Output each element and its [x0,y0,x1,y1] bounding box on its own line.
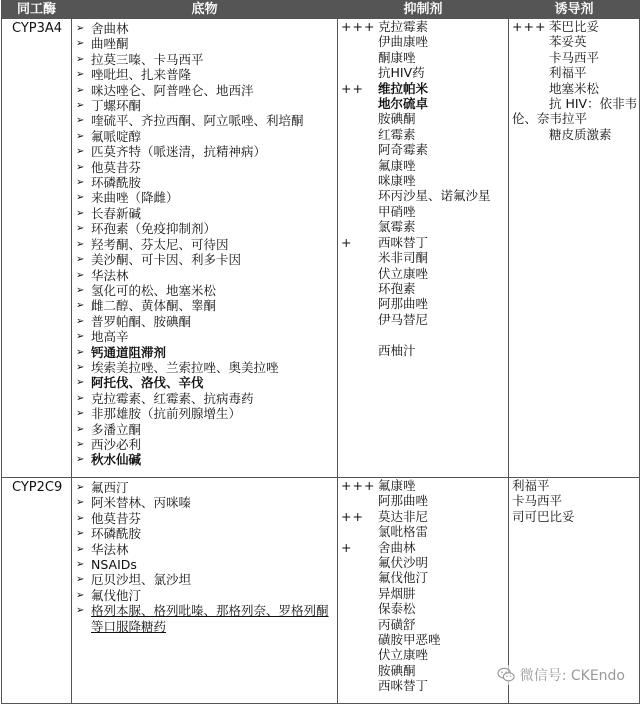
inhibitor-text: 伏立康唑 [378,265,429,281]
inhibitor-text: 氟伏沙明 [378,555,429,571]
bullet-arrow-icon: ➢ [76,161,85,173]
inducer-cell [509,19,640,478]
inhibitor-text: 环丙沙星、诺氟沙星 [378,188,491,204]
substrate-item [76,437,337,452]
inducer-text: 苯巴比妥 [549,19,600,34]
substrate-item [76,329,337,344]
inhibitor-cell [338,19,509,478]
inhibitor-text: 伊曲康唑 [378,34,429,50]
bullet-arrow-icon: ➢ [76,130,85,142]
inhibitor-item [341,493,508,508]
inhibitor-item [341,296,508,311]
substrate-text: 长春新碱 [91,205,142,221]
inducer-item [512,19,639,34]
inhibitor-text: 氯霉素 [378,219,416,235]
bullet-arrow-icon: ➢ [76,69,85,81]
inhibitor-item [341,188,508,203]
inhibitor-text: 西咪替丁 [378,234,429,250]
inhibitor-text: 克拉霉素 [378,19,429,34]
substrate-text: 氟哌啶醇 [91,128,142,144]
bullet-arrow-icon: ➢ [76,454,85,466]
inhibitor-text: 维拉帕米 [378,80,429,96]
inhibitor-item [341,601,508,616]
bullet-arrow-icon: ➢ [76,377,85,389]
inhibitor-text: 阿那曲唑 [378,493,429,509]
substrate-text: 雌二醇、黄体酮、睾酮 [91,298,217,314]
inducer-item [512,478,639,493]
bullet-arrow-icon: ➢ [76,423,85,435]
potency-level: +++ [341,478,376,493]
substrate-text: 非那雄胺（抗前列腺增生） [91,406,242,422]
substrate-text: 埃索美拉唑、兰索拉唑、奥美拉唑 [91,359,279,375]
inhibitor-item [341,219,508,234]
inhibitor-item [341,281,508,296]
inhibitor-cell [338,478,509,704]
inhibitor-text: 抗HIV药 [378,65,425,81]
bullet-arrow-icon: ➢ [76,361,85,373]
substrate-text: 氟西汀 [91,480,129,495]
enzyme-name: CYP3A4 [2,19,72,478]
inhibitor-text: 地尔硫卓 [378,96,429,112]
bullet-arrow-icon: ➢ [76,207,85,219]
substrate-item [76,206,337,221]
inhibitor-item [341,111,508,126]
inducer-text: 糖皮质激素 [549,126,612,142]
inducer-item [512,81,639,96]
substrate-text: 羟考酮、芬太尼、可待因 [91,236,229,252]
substrate-item [76,360,337,375]
bullet-arrow-icon: ➢ [76,100,85,112]
substrate-text: 环磷酰胺 [91,175,142,191]
inhibitor-text: 保泰松 [378,601,416,617]
inhibitor-text: 阿奇霉素 [378,142,429,158]
substrate-text: 舍曲林 [91,21,129,36]
substrate-text: 普罗帕酮、胺碘酮 [91,313,192,329]
substrate-text: 他莫昔芬 [91,159,142,175]
bullet-arrow-icon: ➢ [76,300,85,312]
inhibitor-text: 咪康唑 [378,173,416,189]
substrate-text: 阿托伐、洛伐、辛伐 [91,375,204,391]
substrate-text: 丁螺环酮 [91,98,142,114]
substrate-text: 地高辛 [91,329,129,345]
inhibitor-item [341,65,508,80]
bullet-arrow-icon: ➢ [76,543,85,555]
substrate-text: 咪达唑仑、阿普唑仑、地西泮 [91,82,254,98]
inhibitor-item [341,235,508,250]
substrate-text: 克拉霉素、红霉素、抗病毒药 [91,390,254,406]
inducer-item [512,111,639,126]
inhibitor-text: 酮康唑 [378,49,416,65]
substrate-item [76,511,337,526]
substrate-item [76,406,337,421]
substrate-item [76,113,337,128]
inhibitor-text: 氟伐他汀 [378,570,429,586]
inhibitor-item [341,204,508,219]
substrate-text: 钙通道阻滞剂 [91,344,167,360]
inhibitor-text: 米非司酮 [378,250,429,266]
inhibitor-item [341,266,508,281]
substrate-item [76,98,337,113]
inhibitor-text: 甲硝唑 [378,203,416,219]
substrate-item [76,129,337,144]
substrate-text: NSAIDs [91,557,137,573]
bullet-arrow-icon: ➢ [76,559,85,571]
substrate-item [76,283,337,298]
bullet-arrow-icon: ➢ [76,574,85,586]
inducer-text: 抗 HIV：依非韦 [549,96,638,112]
bullet-arrow-icon: ➢ [76,38,85,50]
inhibitor-item [341,540,508,555]
bullet-arrow-icon: ➢ [76,284,85,296]
substrate-text: 曲唑酮 [91,36,129,52]
inhibitor-item [341,142,508,157]
header-row [2,1,640,19]
bullet-arrow-icon: ➢ [76,512,85,524]
inducer-text: 卡马西平 [549,49,600,65]
inhibitor-item [341,478,508,493]
substrate-text: 华法林 [91,541,129,557]
bullet-arrow-icon: ➢ [76,84,85,96]
substrate-text: 西沙必利 [91,436,142,452]
inhibitor-text: 氯吡格雷 [378,524,429,540]
inhibitor-item [341,312,508,327]
substrate-item [76,52,337,67]
inhibitor-text: 阿那曲唑 [378,296,429,312]
substrate-item [76,480,337,495]
bullet-arrow-icon: ➢ [76,53,85,65]
inducer-text: 苯妥英 [549,34,587,50]
potency-level: + [341,234,353,250]
bullet-arrow-icon: ➢ [76,392,85,404]
inhibitor-item [341,158,508,173]
header-inhibitor: 抑制剂 [338,1,509,19]
watermark-text: 微信号: CKEndo [519,668,625,684]
inhibitor-item [341,524,508,539]
inhibitor-item [341,173,508,188]
substrate-item [76,144,337,159]
inhibitor-item [341,34,508,49]
inhibitor-text: 西柚汁 [378,343,416,359]
header-substrate: 底物 [72,1,338,19]
substrate-item [76,391,337,406]
bullet-arrow-icon: ➢ [76,438,85,450]
substrate-text: 阿米替林、丙咪嗪 [91,495,192,511]
inhibitor-text: 氟康唑 [378,157,416,173]
substrate-item [76,557,337,572]
watermark [497,665,625,685]
inhibitor-item [341,127,508,142]
inhibitor-item [341,647,508,662]
substrate-text: 来曲唑（降雌） [91,190,179,206]
substrate-text: 华法林 [91,267,129,283]
inducer-item [512,50,639,65]
inhibitor-text: 氟康唑 [378,478,416,493]
inhibitor-text: 伊马替尼 [378,311,429,327]
inhibitor-item [341,327,508,343]
substrate-text: 厄贝沙坦、氯沙坦 [91,572,192,588]
inducer-item [512,127,639,142]
potency-level: ++ [341,508,364,524]
inhibitor-item [341,50,508,65]
substrate-item [76,603,337,634]
inducer-item [512,65,639,80]
inducer-item [512,34,639,49]
bullet-arrow-icon: ➢ [76,346,85,358]
inhibitor-text: 西咪替丁 [378,678,429,694]
wechat-icon [497,667,515,683]
substrate-item [76,452,337,467]
bullet-arrow-icon: ➢ [76,482,85,493]
substrate-item [76,252,337,267]
bullet-arrow-icon: ➢ [76,589,85,601]
inhibitor-text: 红霉素 [378,126,416,142]
inhibitor-text: 舍曲林 [378,539,416,555]
inhibitor-item [341,250,508,265]
substrate-text: 氢化可的松、地塞米松 [91,282,217,298]
bullet-arrow-icon: ➢ [76,605,85,617]
inhibitor-text: 胺碘酮 [378,111,416,127]
inhibitor-item [341,81,508,96]
inhibitor-text: 莫达非尼 [378,508,429,524]
substrate-text: 拉莫三嗪、卡马西平 [91,51,204,67]
header-inducer: 诱导剂 [509,1,640,19]
substrate-item [76,190,337,205]
substrate-text: 格列本脲、格列吡嗪、那格列奈、罗格列酮等口服降糖药 [91,603,329,634]
inducer-item [512,96,639,111]
inhibitor-item [341,555,508,570]
potency-level: +++ [512,19,547,34]
drug-interaction-table [1,0,640,704]
inducer-text: 司可巴比妥 [512,508,575,524]
inhibitor-item [341,586,508,601]
inhibitor-item [341,96,508,111]
substrate-item [76,495,337,510]
inducer-text: 伦、奈韦拉平 [512,111,588,127]
inhibitor-item [341,678,508,693]
substrate-item [76,526,337,541]
potency-level: +++ [341,19,376,34]
substrate-text: 唑吡坦、扎来普隆 [91,67,192,83]
substrate-text: 多潘立酮 [91,421,142,437]
bullet-arrow-icon: ➢ [76,254,85,266]
inducer-text: 利福平 [549,65,587,81]
header-isoenzyme: 同工酶 [2,1,72,19]
inhibitor-text: 伏立康唑 [378,647,429,663]
inducer-item [512,509,639,524]
substrate-item [76,36,337,51]
substrate-text: 他莫昔芬 [91,510,142,526]
potency-level: + [341,539,353,555]
substrate-item [76,298,337,313]
substrate-text: 环孢素（免疫抑制剂） [91,221,217,237]
substrate-text: 秋水仙碱 [91,452,142,468]
bullet-arrow-icon: ➢ [76,331,85,343]
substrate-cell [72,19,338,478]
inducer-text: 地塞米松 [549,80,600,96]
inhibitor-item [341,19,508,34]
substrate-item [76,237,337,252]
enzyme-name: CYP2C9 [2,478,72,704]
inducer-text: 利福平 [512,478,550,493]
substrate-text: 美沙酮、可卡因、利多卡因 [91,252,242,268]
bullet-arrow-icon: ➢ [76,497,85,509]
substrate-text: 氟伐他汀 [91,587,142,603]
row-cyp3a4 [2,19,640,478]
substrate-item [76,67,337,82]
substrate-cell [72,478,338,704]
inducer-text: 卡马西平 [512,493,563,509]
bullet-arrow-icon: ➢ [76,238,85,250]
substrate-item [76,221,337,236]
substrate-item [76,345,337,360]
inhibitor-text: 丙磺舒 [378,616,416,632]
bullet-arrow-icon: ➢ [76,23,85,34]
inhibitor-text: 环孢素 [378,280,416,296]
inhibitor-item [341,509,508,524]
bullet-arrow-icon: ➢ [76,528,85,540]
potency-level: ++ [341,80,364,96]
substrate-item [76,83,337,98]
inhibitor-text: 磺胺甲恶唑 [378,632,441,648]
inhibitor-item [341,663,508,678]
substrate-text: 环磷酰胺 [91,526,142,542]
bullet-arrow-icon: ➢ [76,146,85,158]
inducer-item [512,493,639,508]
bullet-arrow-icon: ➢ [76,115,85,127]
inhibitor-item [341,343,508,358]
substrate-text: 匹莫齐特（哌迷清，抗精神病） [91,144,267,160]
substrate-item [76,375,337,390]
substrate-item [76,21,337,36]
bullet-arrow-icon: ➢ [76,223,85,235]
inhibitor-item [341,632,508,647]
bullet-arrow-icon: ➢ [76,269,85,281]
substrate-item [76,572,337,587]
bullet-arrow-icon: ➢ [76,192,85,204]
substrate-item [76,588,337,603]
substrate-item [76,542,337,557]
substrate-item [76,314,337,329]
bullet-arrow-icon: ➢ [76,408,85,420]
substrate-text: 喹硫平、齐拉西酮、阿立哌唑、利培酮 [91,113,304,129]
bullet-arrow-icon: ➢ [76,315,85,327]
inhibitor-text: 胺碘酮 [378,662,416,678]
inhibitor-item [341,570,508,585]
substrate-item [76,422,337,437]
inhibitor-item [341,617,508,632]
substrate-item [76,268,337,283]
substrate-item [76,160,337,175]
bullet-arrow-icon: ➢ [76,177,85,189]
substrate-item [76,175,337,190]
inhibitor-text: 异烟肼 [378,585,416,601]
